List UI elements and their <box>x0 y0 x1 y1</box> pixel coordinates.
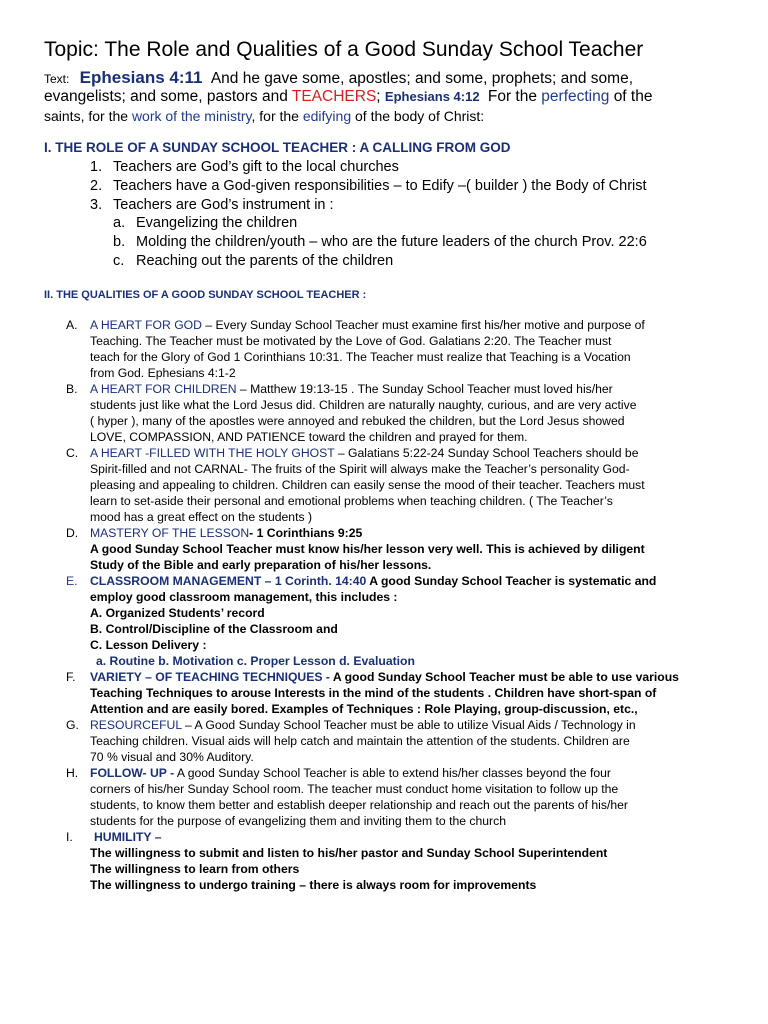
quality-text: learn to set-aside their personal and emotional problems when teaching children. ( The Teacher’s <box>90 494 613 508</box>
quality-text: Attention and are easily bored. Examples of Techniques : Role Playing, group-discussion, etc., <box>90 702 638 716</box>
page-title: Topic: The Role and Qualities of a Good Sunday School Teacher <box>44 38 644 61</box>
quality-heading: HUMILITY – <box>94 830 162 844</box>
quality-text: The willingness to undergo training – there is always room for improvements <box>90 878 537 892</box>
quality-text: teach for the Glory of God 1 Corinthians 10:31. The Teacher must realize that Teaching is a Vocation <box>90 350 631 364</box>
sub-list-letter: a. <box>113 215 126 231</box>
quality-heading: VARIETY – OF TEACHING TECHNIQUES - <box>90 670 330 684</box>
section-1-heading: I. THE ROLE OF A SUNDAY SCHOOL TEACHER : A CALLING FROM GOD <box>44 140 511 155</box>
quality-text: B. Control/Discipline of the Classroom and <box>90 622 338 636</box>
quality-heading: MASTERY OF THE LESSON <box>90 526 250 540</box>
quality-heading: A HEART FOR CHILDREN <box>90 382 237 396</box>
quality-heading: A HEART -FILLED WITH THE HOLY GHOST <box>90 446 335 460</box>
scripture-reference-2: Ephesians 4:12 <box>384 89 480 104</box>
verse-highlight-edifying: edifying <box>302 108 352 124</box>
list-item: Teachers have a God-given responsibilities – to Edify –( builder ) the Body of Christ <box>113 178 647 194</box>
quality-text: - 1 Corinthians 9:25 <box>249 526 363 540</box>
quality-f <box>90 669 679 685</box>
sub-list-letter: b. <box>113 234 126 250</box>
quality-text: employ good classroom management, this includes : <box>90 590 398 604</box>
quality-marker: D. <box>66 526 79 540</box>
verse-highlight-perfecting: perfecting <box>541 88 610 105</box>
quality-e <box>90 573 656 589</box>
quality-heading: CLASSROOM MANAGEMENT – 1 Corinth. 14:40 <box>90 574 367 588</box>
quality-text: Spirit-filled and not CARNAL- The fruits of the Spirit will always make the Teacher’s personality God- <box>90 462 630 476</box>
list-item: Teachers are God’s instrument in : <box>113 197 334 213</box>
quality-marker: E. <box>66 574 78 588</box>
verse-line-2 <box>44 88 652 106</box>
quality-text: A good Sunday School Teacher is systematic and <box>366 574 657 588</box>
verse-text: of the <box>613 88 653 105</box>
quality-text: 70 % visual and 30% Auditory. <box>90 750 254 764</box>
quality-text: Teaching Techniques to arouse Interests in the mind of the students . Children have short-span of <box>90 686 657 700</box>
quality-text: C. Lesson Delivery : <box>90 638 207 652</box>
quality-text: Teaching children. Visual aids will help catch and maintain the attention of the students. Children are <box>90 734 630 748</box>
quality-marker: A. <box>66 318 78 332</box>
lesson-delivery-steps: a. Routine b. Motivation c. Proper Lesson d. Evaluation <box>96 654 415 668</box>
quality-text: The willingness to submit and listen to his/her pastor and Sunday School Superintendent <box>90 846 608 860</box>
sub-list-letter: c. <box>113 253 125 269</box>
scripture-reference: Ephesians 4:11 <box>79 68 203 87</box>
verse-text: , for the <box>251 108 299 124</box>
quality-a <box>90 317 645 333</box>
quality-h <box>90 765 611 781</box>
quality-g <box>90 717 636 733</box>
list-number: 2. <box>90 178 103 194</box>
verse-text: of the body of Christ: <box>355 108 485 124</box>
quality-text: students for the purpose of evangelizing them and inviting them to the church <box>90 814 506 828</box>
quality-text: The willingness to learn from others <box>90 862 300 876</box>
quality-text: – Every Sunday School Teacher must examine first his/her motive and purpose of <box>201 318 645 332</box>
quality-text: – Matthew 19:13-15 . The Sunday School Teacher must loved his/her <box>236 382 613 396</box>
verse-line-3 <box>44 108 484 124</box>
quality-text: LOVE, COMPASSION, AND PATIENCE toward the children and prayed for them. <box>90 430 528 444</box>
quality-heading: A HEART FOR GOD <box>90 318 202 332</box>
list-number: 3. <box>90 197 103 213</box>
quality-text: – A Good Sunday School Teacher must be able to utilize Visual Aids / Technology in <box>181 718 636 732</box>
quality-heading: FOLLOW- UP - <box>90 766 175 780</box>
sub-list-item: Reaching out the parents of the children <box>136 253 394 269</box>
sub-list-item: Evangelizing the children <box>136 215 298 231</box>
quality-marker: G. <box>66 718 79 732</box>
section-2-heading: II. THE QUALITIES OF A GOOD SUNDAY SCHOOL TEACHER : <box>44 289 367 301</box>
quality-text: A. Organized Students’ record <box>90 606 265 620</box>
quality-text: Teaching. The Teacher must be motivated by the Love of God. Galatians 2:20. The Teacher must <box>90 334 612 348</box>
quality-text: students just like what the Lord Jesus did. Children are naturally naughty, curious, and are very active <box>90 398 637 412</box>
list-item: Teachers are God’s gift to the local churches <box>113 159 399 175</box>
verse-text: evangelists; and some, pastors and <box>44 88 288 105</box>
quality-text: mood has a great effect on the students ) <box>90 510 312 524</box>
verse-highlight-teachers: TEACHERS <box>291 88 377 105</box>
text-label: Text: <box>44 72 70 86</box>
verse-line-1 <box>44 68 633 88</box>
quality-text: A good Sunday School Teacher must be able to use various <box>329 670 679 684</box>
quality-d <box>90 525 362 541</box>
quality-text: A good Sunday School Teacher is able to extend his/her classes beyond the four <box>174 766 611 780</box>
quality-text: ( hyper ), many of the apostles were annoyed and rebuked the children, but the Lord Jesus showed <box>90 414 625 428</box>
verse-text: saints, for the <box>44 108 129 124</box>
verse-highlight-work: work of the ministry <box>131 108 252 124</box>
quality-text: Study of the Bible and early preparation of his/her lessons. <box>90 558 432 572</box>
quality-marker: F. <box>66 670 76 684</box>
sub-list-item: Molding the children/youth – who are the future leaders of the church Prov. 22:6 <box>136 234 647 250</box>
quality-text: – Galatians 5:22-24 Sunday School Teachers should be <box>334 446 639 460</box>
quality-marker: C. <box>66 446 79 460</box>
quality-text: from God. Ephesians 4:1-2 <box>90 366 236 380</box>
quality-text: students, to know them better and establish deeper relationship and reach out the parents of his/her <box>90 798 628 812</box>
quality-c <box>90 445 638 461</box>
quality-text: corners of his/her Sunday School room. The teacher must conduct home visitation to follow up the <box>90 782 619 796</box>
quality-heading: RESOURCEFUL <box>90 718 182 732</box>
quality-b <box>90 381 613 397</box>
verse-text: And he gave some, apostles; and some, prophets; and some, <box>210 70 634 87</box>
quality-text: A good Sunday School Teacher must know his/her lesson very well. This is achieved by diligent <box>90 542 645 556</box>
quality-marker: H. <box>66 766 79 780</box>
verse-punctuation: ; <box>376 88 381 105</box>
quality-marker: I. <box>66 830 73 844</box>
list-number: 1. <box>90 159 103 175</box>
verse-text: For the <box>487 88 537 105</box>
quality-marker: B. <box>66 382 78 396</box>
quality-text: pleasing and appealing to children. Children can easily sense the mood of their teacher. Teachers must <box>90 478 645 492</box>
